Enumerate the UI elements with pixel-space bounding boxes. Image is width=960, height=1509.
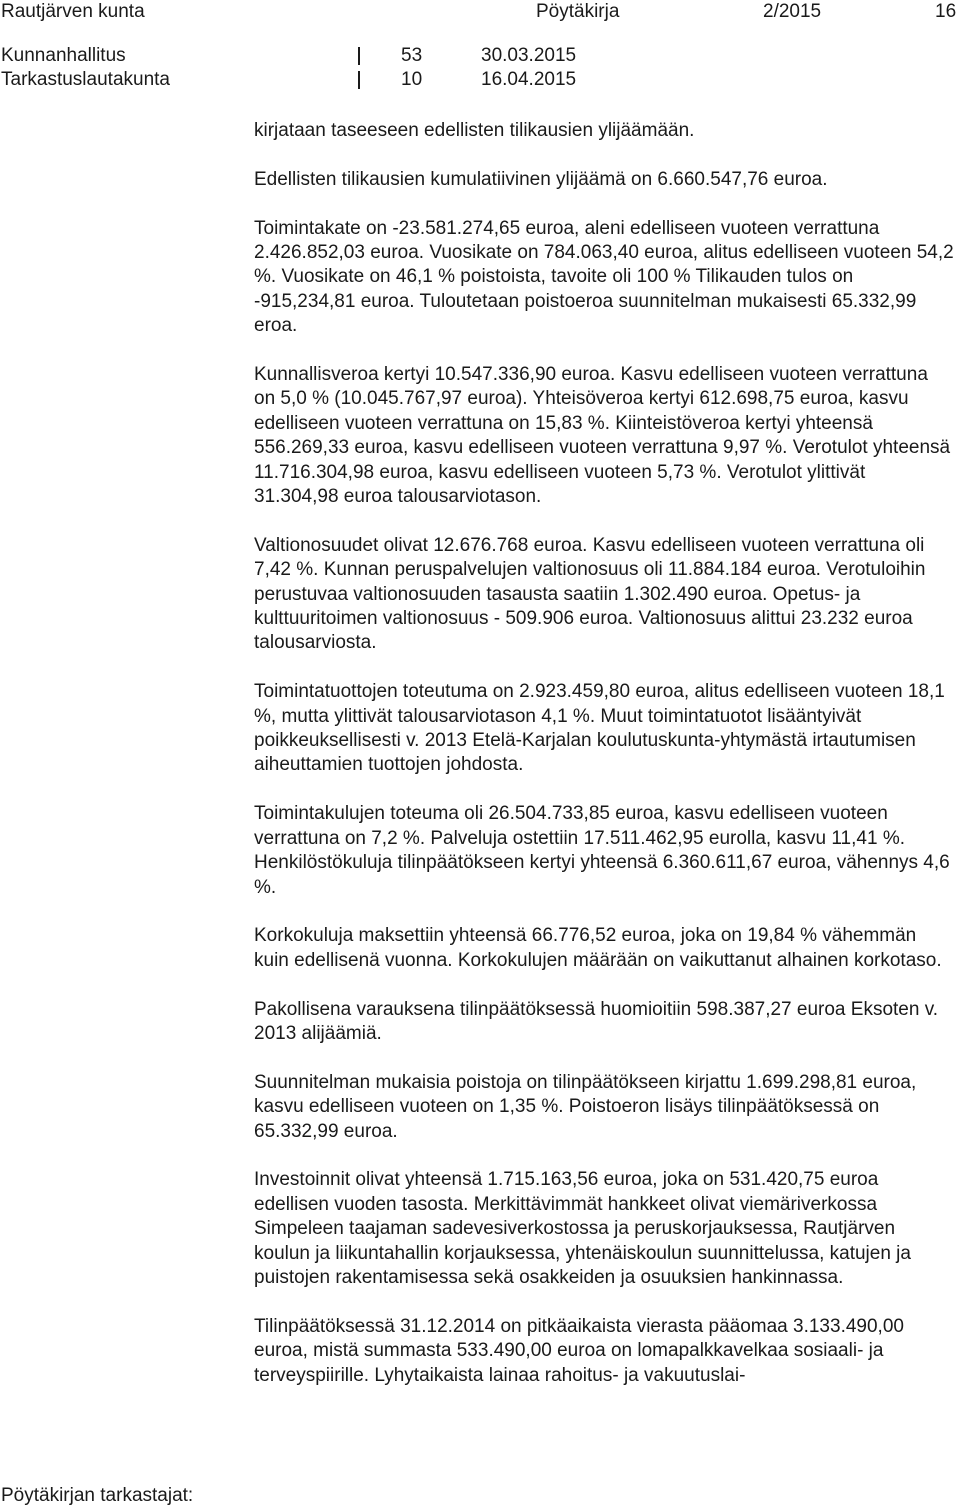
document-body bbox=[254, 119, 954, 1412]
body-paragraph: Pakollisena varauksena tilinpäätöksessä huomioitiin 598.387,27 euroa Eksoten v. 2013 alijäämiä. bbox=[254, 998, 939, 1044]
document-type: Pöytäkirja bbox=[536, 1, 620, 22]
page-footer bbox=[1, 1484, 193, 1508]
meeting-row bbox=[0, 44, 960, 68]
municipality-name: Rautjärven kunta bbox=[1, 1, 145, 22]
body-paragraph: Kunnallisveroa kertyi 10.547.336,90 euroa. Kasvu edelliseen vuoteen verrattuna on 5,0 % (10.045.767,97 euroa). Yhteisöveroa kertyi 612.698,75 euroa, kasvu edelliseen vuoteen verrattuna on 15,83 %. Kiinteistöveroa kertyi yhteensä 556.269,33 euroa, kasvu edelliseen vuoteen verrattuna 9,97 %. Verotulot yhteensä 11.716.304,98 euroa, kasvu edelliseen vuoteen 5,73 %. Verotulot ylittivät 31.304,98 euroa talousarviotason. bbox=[254, 364, 951, 508]
page-number: 16 bbox=[935, 1, 957, 22]
section-marker bbox=[358, 47, 370, 65]
document-number: 2/2015 bbox=[763, 1, 822, 22]
body-paragraph: kirjataan taseeseen edellisten tilikausien ylijäämään. bbox=[254, 120, 695, 141]
meeting-body: Tarkastuslautakunta bbox=[1, 69, 170, 90]
meeting-date: 16.04.2015 bbox=[481, 69, 577, 90]
body-paragraph: Valtionosuudet olivat 12.676.768 euroa. Kasvu edelliseen vuoteen verrattuna oli 7,42 %. Kunnan peruspalvelujen valtionosuus oli 11.884.184 euroa. Verotuloihin perustuvaa valtionosuuden tasausta saatiin 1.302.490 euroa. Opetus- ja kulttuuritoimen valtionosuus - 509.906 euroa. Valtionosuus alittui 23.232 euroa talousarviosta. bbox=[254, 534, 926, 654]
meeting-date: 30.03.2015 bbox=[481, 45, 577, 66]
body-paragraph: Korkokuluja maksettiin yhteensä 66.776,52 euroa, joka on 19,84 % vähemmän kuin edellisenä vuonna. Korkokulujen määrään on vaikuttanut alhainen korkotaso. bbox=[254, 925, 942, 971]
body-paragraph: Tilinpäätöksessä 31.12.2014 on pitkäaikaista vierasta pääomaa 3.133.490,00 euroa, mistä summasta 533.490,00 euroa on lomapalkkavelkaa sosiaali- ja terveyspiirille. Lyhytaikaista lainaa rahoitus- ja vakuutuslai- bbox=[254, 1315, 904, 1386]
meeting-section: 53 bbox=[401, 45, 423, 66]
signatories-label: Pöytäkirjan tarkastajat: bbox=[1, 1485, 194, 1506]
meeting-row bbox=[0, 68, 960, 92]
body-paragraph: Toimintakulujen toteuma oli 26.504.733,85 euroa, kasvu edelliseen vuoteen verrattuna on 7,2 %. Palveluja ostettiin 17.511.462,95 eurolla, kasvu 11,41 %. Henkilöstökuluja tilinpäätökseen kertyi yhteensä 6.360.611,67 euroa, vähennys 4,6 %. bbox=[254, 803, 950, 898]
section-marker bbox=[358, 71, 370, 89]
body-paragraph: Investoinnit olivat yhteensä 1.715.163,56 euroa, joka on 531.420,75 euroa edellisen vuoden tasosta. Merkittävimmät hankkeet olivat viemäriverkossa Simpeleen taajaman sadevesiverkostossa ja peruskorjauksessa, Rautjärven koulun ja liikuntahallin korjauksessa, yhtenäiskoulun suunnittelussa, katujen ja puistojen rakentamisessa sekä osakkeiden ja osuuksien hankinnassa. bbox=[254, 1169, 911, 1288]
meeting-body: Kunnanhallitus bbox=[1, 45, 126, 66]
meeting-references bbox=[0, 44, 960, 92]
body-paragraph: Suunnitelman mukaisia poistoja on tilinpäätökseen kirjattu 1.699.298,81 euroa, kasvu edelliseen vuoteen on 1,35 %. Poistoeron lisäys tilinpäätöksessä on 65.332,99 euroa. bbox=[254, 1071, 917, 1142]
page-header bbox=[0, 0, 960, 30]
body-paragraph: Edellisten tilikausien kumulatiivinen ylijäämä on 6.660.547,76 euroa. bbox=[254, 168, 828, 190]
meeting-section: 10 bbox=[401, 69, 423, 90]
body-paragraph: Toimintatuottojen toteutuma on 2.923.459,80 euroa, alitus edelliseen vuoteen 18,1 %, mutta ylittivät talousarviotason 4,1 %. Muut toimintatuotot lisääntyivät poikkeuksellisesti v. 2013 Etelä-Karjalan koulutuskunta-yhtymästä irtautumisen aiheuttamien tuottojen johdosta. bbox=[254, 681, 945, 776]
body-paragraph: Toimintakate on -23.581.274,65 euroa, aleni edelliseen vuoteen verrattuna 2.426.852,03 euroa. Vuosikate on 784.063,40 euroa, alitus edelliseen vuoteen 54,2 %. Vuosikate on 46,1 % poistoista, tavoite oli 100 % Tilikauden tulos on -915,234,81 euroa. Tuloutetaan poistoeroa suunnitelman mukaisesti 65.332,99 eroa. bbox=[254, 217, 954, 337]
